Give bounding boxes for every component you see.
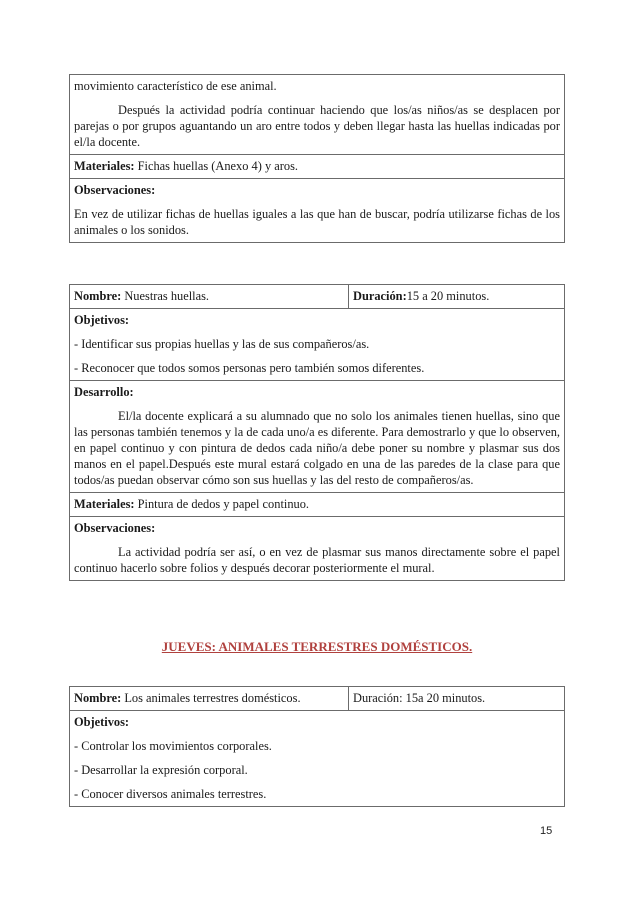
activity-table-nuestras-huellas — [69, 284, 565, 581]
objetivos-label: Objetivos: — [74, 313, 130, 327]
nombre-cell — [70, 285, 349, 309]
desarrollo-text: El/la docente explicará a su alumnado que no solo los animales tienen huellas, sino que las personas también tenemos y la de cada uno/a es diferente. Para demostrarlo y que lo observen, en papel continuo y con pintura de dedos cada niño/a debe poner su nombre y plasmar sus dos manos en el papel.Después este mural estará colgado en una de las paredes de la clase para que todos/as puedan observar cómo son sus huellas y las del resto de compañeros/as. — [74, 409, 560, 487]
nombre-label: Nombre: — [74, 691, 122, 705]
nombre-cell — [70, 687, 349, 711]
objetivos-cell — [70, 309, 565, 381]
objetivo-item: - Controlar los movimientos corporales. — [74, 739, 272, 753]
materiales-label: Materiales: — [74, 159, 135, 173]
observaciones-label: Observaciones: — [74, 521, 156, 535]
materiales-value: Pintura de dedos y papel continuo. — [134, 497, 310, 511]
activity-table-continued — [69, 74, 565, 243]
desarrollo-label: Desarrollo: — [74, 385, 134, 399]
nombre-value: Nuestras huellas. — [121, 289, 210, 303]
materiales-cell — [70, 493, 565, 517]
section-heading: JUEVES: ANIMALES TERRESTRES DOMÉSTICOS. — [161, 639, 473, 654]
nombre-label: Nombre: — [74, 289, 122, 303]
objetivo-item: - Desarrollar la expresión corporal. — [74, 763, 248, 777]
continued-paragraph: Después la actividad podría continuar haciendo que los/as niños/as se desplacen por parejas o por grupos aguantando un aro entre todos y deben llegar hasta las huellas indicadas por el/la docente. — [74, 103, 560, 149]
nombre-value: Los animales terrestres domésticos. — [121, 691, 301, 705]
desarrollo-cell — [70, 75, 565, 155]
objetivos-cell — [70, 711, 565, 807]
observaciones-cell — [70, 179, 565, 243]
duracion-label: Duración: — [353, 289, 407, 303]
duracion-text: Duración: 15a 20 minutos. — [353, 691, 486, 705]
objetivo-item: - Conocer diversos animales terrestres. — [74, 787, 267, 801]
objetivo-item: - Reconocer que todos somos personas pero también somos diferentes. — [74, 361, 425, 375]
duracion-cell — [349, 687, 565, 711]
materiales-cell — [70, 155, 565, 179]
continued-text: movimiento característico de ese animal. — [74, 79, 277, 93]
observaciones-text: La actividad podría ser así, o en vez de plasmar sus manos directamente sobre el papel continuo hacerlo sobre folios y después decorar posteriormente el mural. — [74, 545, 560, 575]
duracion-value: 15 a 20 minutos. — [406, 289, 490, 303]
duracion-cell — [349, 285, 565, 309]
observaciones-text: En vez de utilizar fichas de huellas iguales a las que han de buscar, podría utilizarse fichas de los animales o los sonidos. — [74, 207, 560, 237]
observaciones-label: Observaciones: — [74, 183, 156, 197]
activity-table-animales-terrestres — [69, 686, 565, 807]
desarrollo-cell — [70, 381, 565, 493]
observaciones-cell — [70, 517, 565, 581]
objetivo-item: - Identificar sus propias huellas y las de sus compañeros/as. — [74, 337, 370, 351]
materiales-label: Materiales: — [74, 497, 135, 511]
page-number: 15 — [540, 825, 553, 837]
materiales-value: Fichas huellas (Anexo 4) y aros. — [134, 159, 298, 173]
objetivos-label: Objetivos: — [74, 715, 130, 729]
